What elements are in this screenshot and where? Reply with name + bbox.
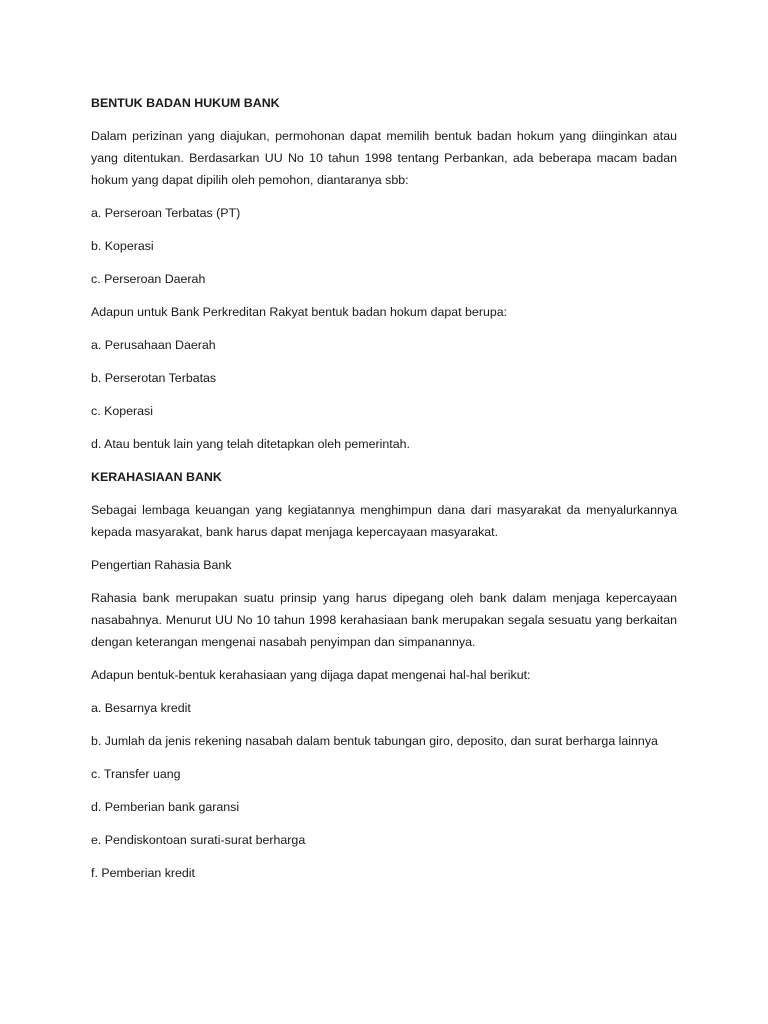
- subsection-title-pengertian: Pengertian Rahasia Bank: [91, 558, 232, 572]
- list-item: d. Atau bentuk lain yang telah ditetapkan oleh pemerintah.: [91, 437, 410, 451]
- paragraph-list-intro: Adapun bentuk-bentuk kerahasiaan yang dijaga dapat mengenai hal-hal berikut:: [91, 668, 531, 682]
- list-item: b. Koperasi: [91, 239, 154, 253]
- list-item: a. Perseroan Terbatas (PT): [91, 206, 241, 220]
- list-item: f. Pemberian kredit: [91, 866, 195, 880]
- list-item: c. Transfer uang: [91, 767, 181, 781]
- list-item: a. Besarnya kredit: [91, 701, 191, 715]
- paragraph-intro-badan-hukum: Dalam perizinan yang diajukan, permohonan dapat memilih bentuk badan hokum yang diinginkan atau yang ditentukan. Berdasarkan UU No 10 tahun 1998 tentang Perbankan, ada beberapa macam badan hokum yang dapat dipilih oleh pemohon, diantaranya sbb:: [91, 129, 677, 187]
- paragraph-definition: Rahasia bank merupakan suatu prinsip yang harus dipegang oleh bank dalam menjaga kepercayaan nasabahnya. Menurut UU No 10 tahun 1998 kerahasiaan bank merupakan segala sesuatu yang berkaitan dengan keterangan mengenai nasabah penyimpan dan simpanannya.: [91, 591, 677, 649]
- list-item: b. Perserotan Terbatas: [91, 371, 217, 385]
- section-title-bentuk-badan-hukum: BENTUK BADAN HUKUM BANK: [91, 96, 280, 110]
- list-item: b. Jumlah da jenis rekening nasabah dalam bentuk tabungan giro, deposito, dan surat berharga lainnya: [91, 734, 658, 748]
- document-page: [91, 92, 677, 895]
- list-item: c. Perseroan Daerah: [91, 272, 206, 286]
- paragraph-bpr-intro: Adapun untuk Bank Perkreditan Rakyat bentuk badan hokum dapat berupa:: [91, 305, 508, 319]
- section-title-kerahasiaan-bank: KERAHASIAAN BANK: [91, 470, 222, 484]
- list-item: d. Pemberian bank garansi: [91, 800, 240, 814]
- list-item: e. Pendiskontoan surati-surat berharga: [91, 833, 306, 847]
- list-item: a. Perusahaan Daerah: [91, 338, 216, 352]
- list-item: c. Koperasi: [91, 404, 153, 418]
- paragraph-kerahasiaan-intro: Sebagai lembaga keuangan yang kegiatannya menghimpun dana dari masyarakat da menyalurkannya kepada masyarakat, bank harus dapat menjaga kepercayaan masyarakat.: [91, 503, 677, 539]
